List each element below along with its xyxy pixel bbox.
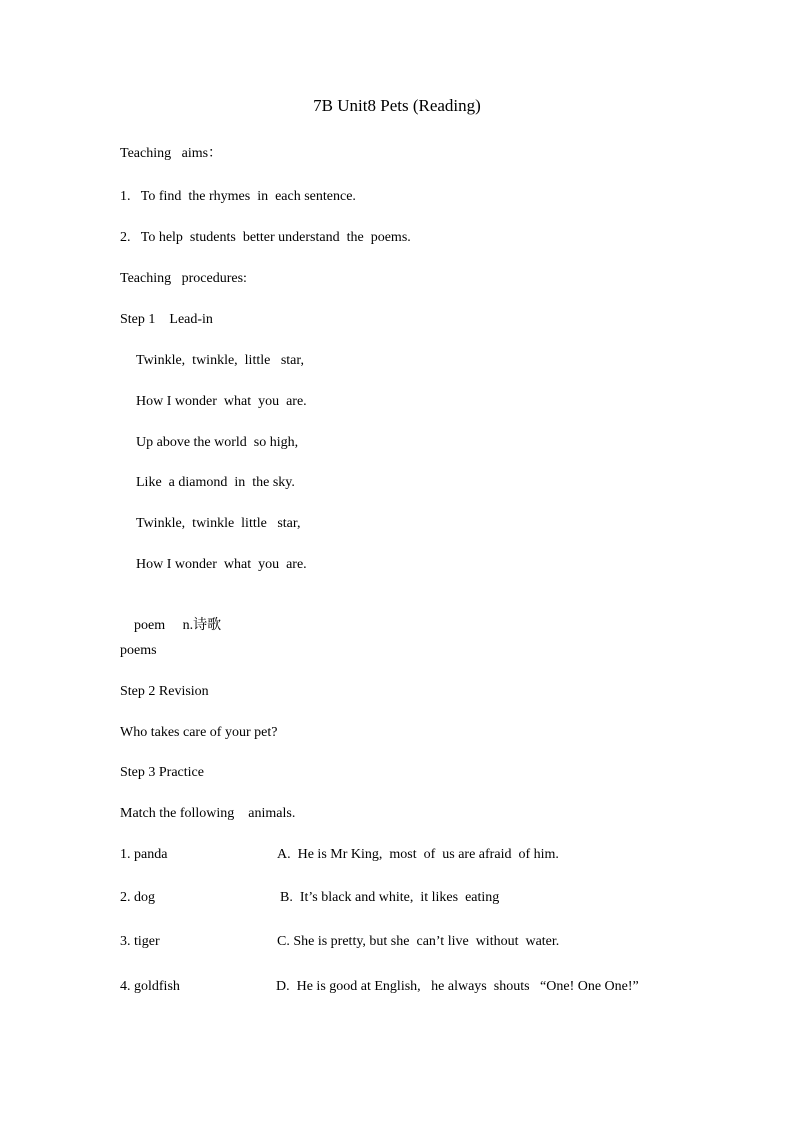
vocab-plural: poems <box>120 643 157 658</box>
vocab-word: poem <box>134 618 166 633</box>
vocab-pos: n. <box>182 618 194 633</box>
procedures-heading: Teaching procedures: <box>120 271 247 286</box>
revision-question: Who takes care of your pet? <box>120 725 278 740</box>
step1-heading: Step 1 Lead-in <box>120 312 213 327</box>
match-animal: 2. dog <box>120 890 155 905</box>
aims-heading: Teaching aims： <box>120 146 223 161</box>
match-description: D. He is good at English, he always shouts “One! One One!” <box>276 979 639 994</box>
match-instruction: Match the following animals. <box>120 806 296 821</box>
vocab-meaning: 诗歌 <box>193 617 222 633</box>
poem-line: Twinkle, twinkle, little star, <box>136 353 304 368</box>
aim-item: 1. To find the rhymes in each sentence. <box>120 189 356 204</box>
match-description: C. She is pretty, but she can’t live without water. <box>277 934 560 949</box>
match-description: A. He is Mr King, most of us are afraid of him. <box>277 847 559 862</box>
poem-line: How I wonder what you are. <box>136 557 307 572</box>
document-title: 7B Unit8 Pets (Reading) <box>313 96 481 115</box>
poem-line: Twinkle, twinkle little star, <box>136 516 301 531</box>
aim-item: 2. To help students better understand the poems. <box>120 230 411 245</box>
step3-heading: Step 3 Practice <box>120 765 204 780</box>
match-animal: 4. goldfish <box>120 979 180 994</box>
poem-line: How I wonder what you are. <box>136 394 307 409</box>
poem-line: Up above the world so high, <box>136 435 299 450</box>
match-description: B. It’s black and white, it likes eating <box>280 890 500 905</box>
match-animal: 1. panda <box>120 847 168 862</box>
match-animal: 3. tiger <box>120 934 160 949</box>
step2-heading: Step 2 Revision <box>120 684 209 699</box>
poem-line: Like a diamond in the sky. <box>136 475 295 490</box>
